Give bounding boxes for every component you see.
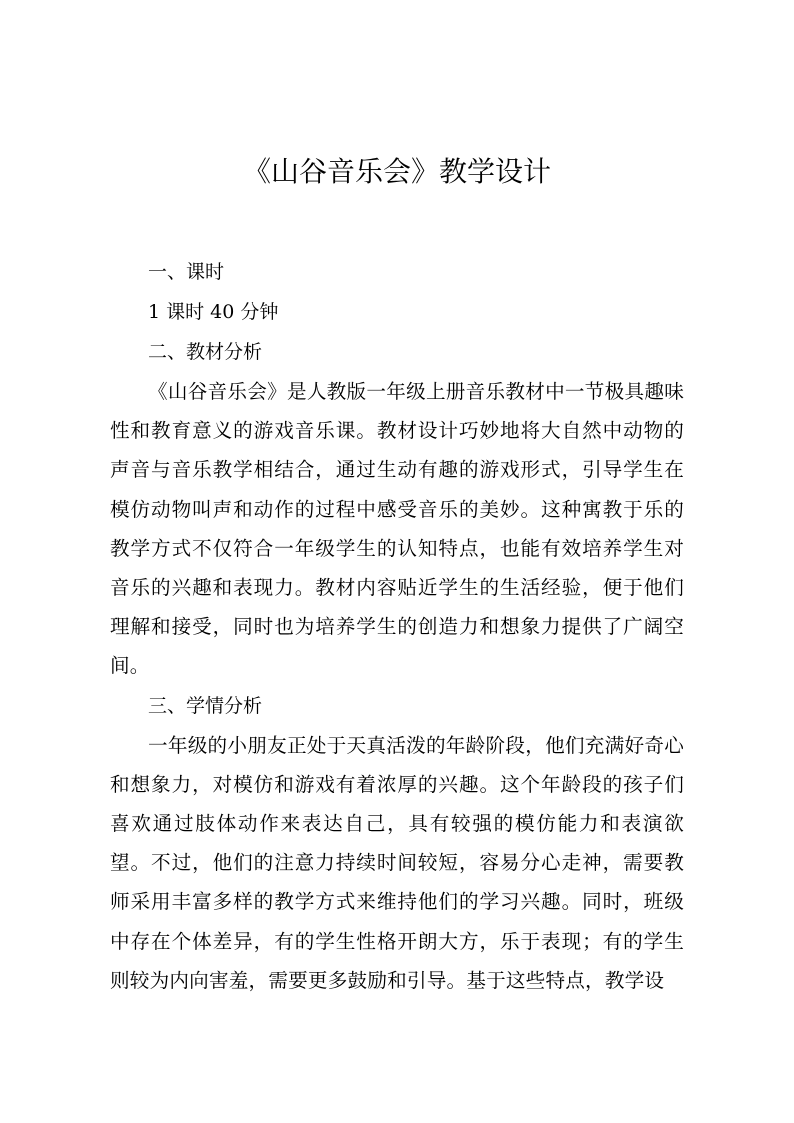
- section-heading: 三、学情分析: [148, 694, 263, 717]
- section-textbook-analysis: [110, 332, 684, 686]
- section-class-hours: [110, 252, 684, 332]
- section-paragraph: 一年级的小朋友正处于天真活泼的年龄阶段，他们充满好奇心和想象力，对模仿和游戏有着浓厚的兴趣。这个年龄段的孩子们喜欢通过肢体动作来表达自己，具有较强的模仿能力和表演欲望。不过，他们的注意力持续时间较短，容易分心走神，需要教师采用丰富多样的教学方式来维持他们的学习兴趣。同时，班级中存在个体差异，有的学生性格开朗大方，乐于表现；有的学生则较为内向害羞，需要更多鼓励和引导。基于这些特点，教学设: [110, 733, 684, 992]
- document-title: 《山谷音乐会》教学设计: [242, 155, 551, 188]
- section-student-analysis: [110, 686, 684, 1000]
- section-paragraph: 《山谷音乐会》是人教版一年级上册音乐教材中一节极具趣味性和教育意义的游戏音乐课。教材设计巧妙地将大自然中动物的声音与音乐教学相结合，通过生动有趣的游戏形式，引导学生在模仿动物叫声和动作的过程中感受音乐的美妙。这种寓教于乐的教学方式不仅符合一年级学生的认知特点，也能有效培养学生对音乐的兴趣和表现力。教材内容贴近学生的生活经验，便于他们理解和接受，同时也为培养学生的创造力和想象力提供了广阔空间。: [110, 380, 684, 678]
- section-heading: 一、课时: [148, 261, 225, 283]
- section-heading: 二、教材分析: [148, 341, 263, 363]
- document-body: [110, 252, 684, 1000]
- class-hours-text: 1 课时 40 分钟: [148, 301, 279, 323]
